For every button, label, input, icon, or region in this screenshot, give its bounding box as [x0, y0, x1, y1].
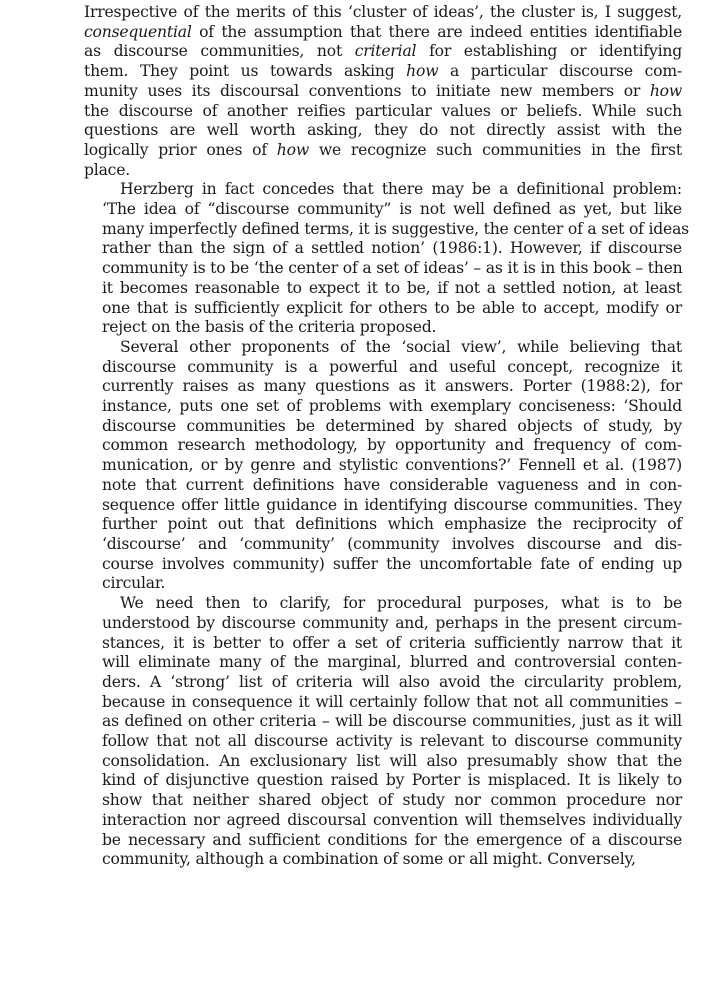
- text-line: ders. A ‘strong’ list of criteria will also avoid the circularity problem,: [102, 672, 682, 691]
- text-line: follow that not all discourse activity is relevant to discourse community: [102, 732, 683, 751]
- text-line: questions are well worth asking, they do not directly assist with the: [84, 121, 683, 140]
- text-line: them. They point us towards asking how a particular discourse com-: [84, 62, 683, 81]
- text-line: community is to be ‘the center of a set of ideas’ – as it is in this book – then: [102, 259, 683, 278]
- text-line: Irrespective of the merits of this ‘cluster of ideas’, the cluster is, I suggest,: [84, 3, 683, 21]
- text-line: community, although a combination of some or all might. Conversely,: [102, 850, 636, 869]
- text-line: course involves community) suffer the uncomfortable fate of ending up: [102, 554, 682, 573]
- text-line: reject on the basis of the criteria proposed.: [102, 318, 437, 337]
- text-line: Several other proponents of the ‘social view’, while believing that: [120, 337, 682, 356]
- text-line: will eliminate many of the marginal, blurred and controversial conten-: [102, 653, 682, 672]
- text-line: note that current definitions have considerable vagueness and in con-: [102, 475, 683, 494]
- text-line: discourse community is a powerful and useful concept, recognize it: [102, 357, 683, 376]
- text-line: consolidation. An exclusionary list will also presumably show that the: [102, 751, 683, 770]
- text-line: ‘The idea of “discourse community” is not well defined as yet, but like: [102, 200, 682, 219]
- paragraph: [84, 338, 682, 594]
- text-line: because in consequence it will certainly follow that not all communities –: [102, 692, 683, 711]
- text-line: Herzberg in fact concedes that there may be a definitional problem:: [120, 180, 682, 199]
- text-line: logically prior ones of how we recognize such communities in the first: [84, 140, 682, 159]
- document-page: [84, 3, 689, 870]
- text-line: munity uses its discoursal conventions to initiate new members or how: [84, 81, 683, 100]
- text-line: one that is sufficiently explicit for others to be able to accept, modify or: [102, 298, 682, 317]
- text-line: discourse communities be determined by shared objects of study, by: [102, 416, 682, 435]
- paragraph: [84, 3, 682, 180]
- paragraph: [84, 180, 689, 338]
- text-line: it becomes reasonable to expect it to be, if not a settled notion, at least: [102, 278, 682, 297]
- text-line: be necessary and sufficient conditions for the emergence of a discourse: [102, 830, 683, 849]
- text-line: instance, puts one set of problems with exemplary conciseness: ‘Should: [102, 397, 682, 416]
- text-line: interaction nor agreed discoursal convention will themselves individually: [102, 810, 683, 829]
- text-line: further point out that definitions which emphasize the reciprocity of: [102, 515, 682, 534]
- text-line: understood by discourse community and, perhaps in the present circum-: [102, 613, 682, 632]
- text-line: kind of disjunctive question raised by Porter is misplaced. It is likely to: [102, 771, 682, 790]
- text-line: We need then to clarify, for procedural purposes, what is to be: [120, 594, 682, 613]
- text-line: munication, or by genre and stylistic conventions?’ Fennell et al. (1987): [102, 456, 683, 475]
- text-line: as defined on other criteria – will be discourse communities, just as it will: [102, 712, 682, 731]
- text-line: ‘discourse’ and ‘community’ (community involves discourse and dis-: [102, 534, 683, 553]
- text-line: common research methodology, by opportunity and frequency of com-: [102, 436, 682, 455]
- text-line: place.: [84, 160, 130, 179]
- text-line: stances, it is better to offer a set of criteria sufficiently narrow that it: [102, 633, 682, 652]
- paragraph: [84, 594, 682, 870]
- text-line: many imperfectly defined terms, it is suggestive, the center of a set of ideas: [102, 219, 689, 238]
- text-line: rather than the sign of a settled notion’ (1986:1). However, if discourse: [102, 239, 682, 258]
- text-line: consequential of the assumption that there are indeed entities identifiable: [84, 22, 682, 41]
- text-line: sequence offer little guidance in identifying discourse communities. They: [102, 495, 682, 514]
- text-line: as discourse communities, not criterial for establishing or identifying: [84, 42, 682, 61]
- text-line: show that neither shared object of study nor common procedure nor: [102, 791, 683, 810]
- text-line: currently raises as many questions as it answers. Porter (1988:2), for: [102, 377, 683, 396]
- text-line: circular.: [102, 574, 166, 593]
- text-line: the discourse of another reifies particular values or beliefs. While such: [84, 101, 682, 120]
